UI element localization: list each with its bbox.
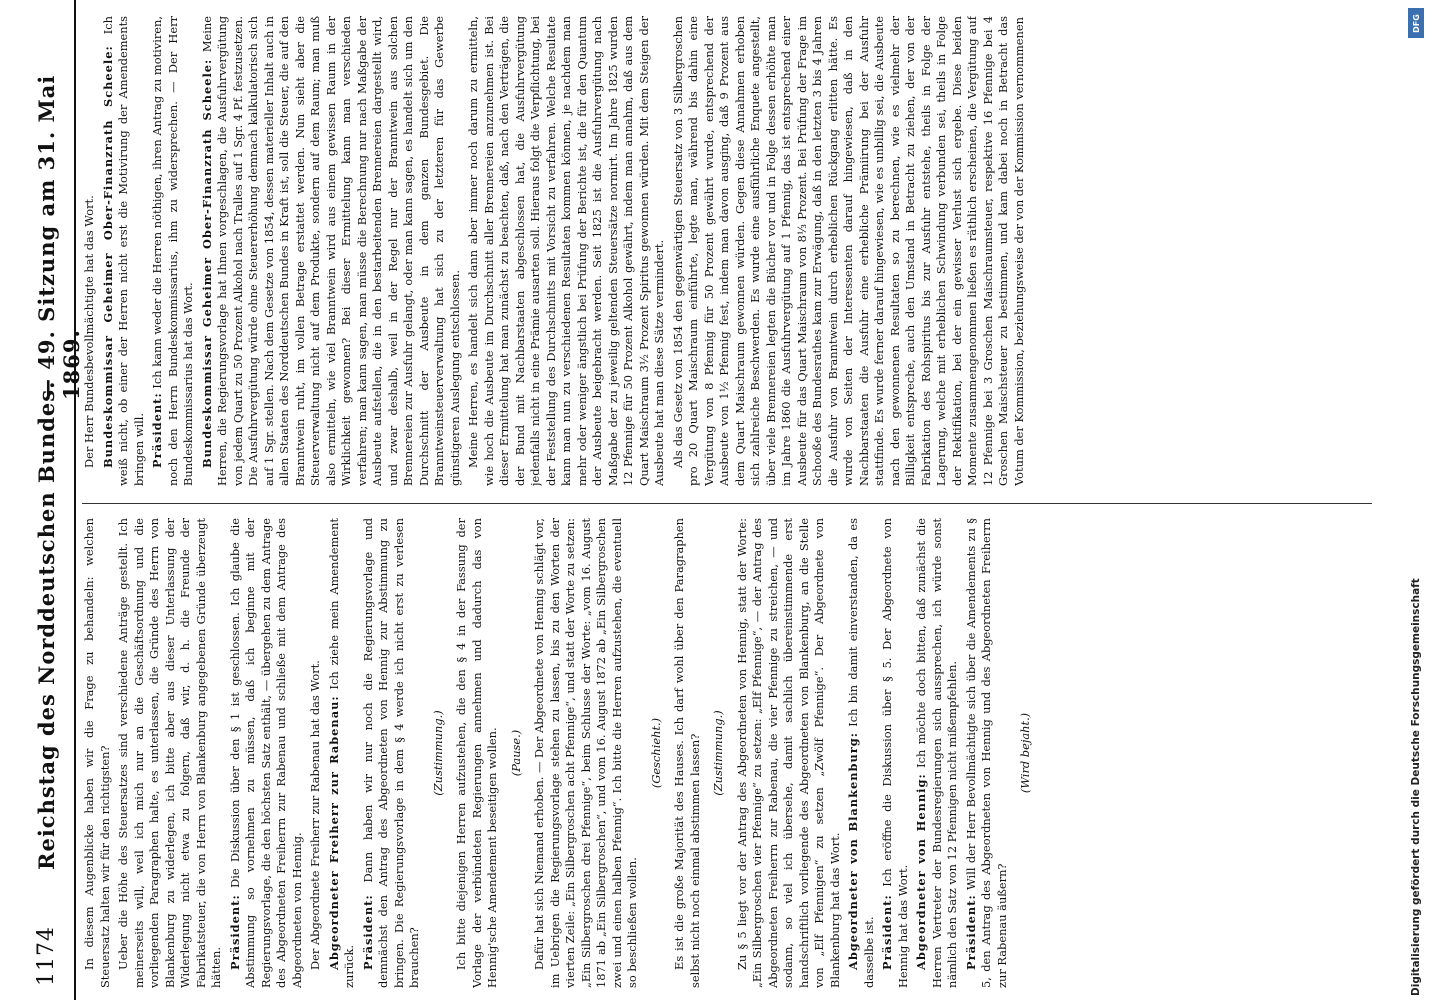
paragraph-text: Ich bin damit einverstanden, da es dasselbe ist. <box>846 518 876 988</box>
paragraph-text: Will der Herr Bevollmächtigte sich über die Amendements zu § 5, den Antrag des Abgeordneten von Hennig und des Abgeordneten Freiherrn zur Rabenau äußern? <box>963 518 1009 988</box>
paragraph-text: Die Diskussion über den § 1 ist geschlossen. Ich glaube die Abstimmung so vornehmen zu müssen, daß ich beginne mit der Regierungsvorlage, die den höchsten Satz enthält, — übergehen zu dem Antrage des Abgeordneten Freiherrn zur Rabenau und schließe mit dem Antrage des Abgeordneten von Hennig. <box>227 518 304 988</box>
paragraph-text: Ich kann weder die Herren nöthigen, ihren Antrag zu motiviren, noch den Herrn Bundeskommissarius, ihm zu widersprechen. — Der Herr Bundeskommissarius hat das Wort. <box>150 16 195 486</box>
speaker-name: Präsident: <box>360 894 375 970</box>
paragraph-text: Meine Herren, die Regierungsvorlage hat Ihnen vorgeschlagen, die Ausfuhrvergütung von jedem Quart zu 50 Prozent Alkohol nach Tralles auf 1 Sgr. 4 Pf. festzusetzen. Die Ausfuhrvergütung würde ohne Steuererhöhung demnach kalkulatorisch sich auf 1 Sgr. stellen. Nach dem Gesetze von 1854, dessen materieller Inhalt auch in allen Staaten des Norddeutschen Bundes in Kraft ist, soll die Steuer, die auf den Branntwein ruht, im vollen Betrage erstattet werden. Nun sieht aber die Steuerverwaltung nicht auf dem Produkte, sondern auf dem Raum; man muß also ermitteln, wie viel Branntwein wird aus einem gewissen Raum in der Wirklichkeit gewonnen? Bei dieser Ermittelung kann man verschieden verfahren; man kann sagen, man müsse die Berechnung nur nach Maßgabe der Ausbeute aufstellen, die in den bestarbeitenden Brennereien dargestellt wird, und zwar deshalb, weil in der Regel nur der Branntwein aus solchen Brennereien zur Ausfuhr gelangt, oder man kann sagen, es handelt sich um den Durchschnitt der Ausbeute in dem ganzen Bundesgebiet. Die Branntweinsteuerverwaltung hat sich zu der letzteren für das Gewerbe günstigeren Auslegung entschlossen. <box>199 16 462 486</box>
digitization-credit <box>1404 0 1430 1000</box>
paragraph <box>509 518 525 988</box>
paragraph <box>532 518 641 988</box>
paragraph <box>150 16 197 486</box>
speaker-name: Bundeskommissar Geheimer Ober-Finanzrath Scheele: <box>100 45 115 468</box>
paragraph <box>466 16 668 486</box>
paragraph <box>228 518 306 988</box>
header-title-left: Reichstag des Norddeutschen Bundes. <box>34 380 59 870</box>
speaker-name: Abgeordneter Freiherr zur Rabenau: <box>326 695 341 970</box>
paragraph <box>964 518 1011 988</box>
paragraph <box>82 518 113 988</box>
paragraph-text: Dann haben wir nur noch die Regierungsvorlage und demnächst den Antrag des Abgeordneten von Hennig zur Abstimmung zu bringen. Die Regierungsvorlage in dem § 4 werde ich nicht erst zu verlesen brauchen? <box>360 518 421 988</box>
header-title-right: — 49. Sitzung am 31. Mai 1869. <box>34 74 84 400</box>
paragraph <box>846 518 877 988</box>
paragraph <box>671 16 1028 486</box>
speaker-name: Präsident: <box>227 894 242 970</box>
paragraph <box>308 518 324 988</box>
paragraph <box>101 16 148 486</box>
paragraph-text: Ich weiß nicht, ob einer der Herren nicht erst die Motivirung der Amendements bringen will. <box>100 16 146 486</box>
paragraph <box>327 518 358 988</box>
speaker-name: Bundeskommissar Geheimer Ober-Finanzrath Scheele: <box>199 58 214 468</box>
paragraph-text: (Zustimmung.) <box>711 710 725 796</box>
dfg-logo: DFG <box>1408 8 1424 38</box>
paragraph <box>649 518 665 988</box>
paragraph-text: Ueber die Höhe des Steuersatzes sind verschiedene Anträge gestellt. Ich meinerseits will, weil ich mich nur an die Geschäftsordnung und die vorliegenden Paragraphen halte, es unterlassen, die Gründe des Herrn von Blankenburg zu widerlegen, ich bitte aber aus dieser Unterlassung der Widerlegung nicht etwa zu folgern, daß wir, d. h. die Freunde der Fabrikatsteuer, die von Herrn von Blankenburg angegebenen Gründe überzeugt hätten. <box>116 518 223 988</box>
paragraph-text: Es ist die große Majorität des Hauses. Ich darf wohl über den Paragraphen selbst nicht noch einmal abstimmen lassen? <box>672 518 702 988</box>
paragraph <box>200 16 464 486</box>
paragraph-text: Ich ziehe mein Amendement zurück. <box>326 518 356 988</box>
paragraph-text: Ich möchte doch bitten, daß zunächst die Herren Vertreter der Bundesregierungen sich aussprechen, ich würde sonst nämlich den Satz von 12 Pfennigen nicht mißempfehlen. <box>914 518 959 988</box>
speaker-name: Präsident: <box>880 894 894 970</box>
credit-text: Digitalisierung gefördert durch die Deutsche Forschungsgemeinschaft <box>1410 578 1422 996</box>
left-text-column <box>82 518 1382 988</box>
paragraph <box>672 518 703 988</box>
page-header <box>28 0 84 1000</box>
page-number: 1174 <box>34 926 59 986</box>
paragraph <box>914 518 961 988</box>
speaker-name: Abgeordneter von Blankenburg: <box>846 732 860 970</box>
paragraph-text: (Wird bejaht.) <box>1018 712 1032 794</box>
paragraph <box>880 518 911 988</box>
paragraph-text: Ich bitte diejenigen Herren aufzustehen, die den § 4 in der Fassung der Vorlage der verbündeten Regierungen annehmen und dadurch das von Hennig'sche Amendement beseitigen wollen. <box>454 518 499 988</box>
paragraph-text: In diesem Augenblicke haben wir die Frage zu behandeln: welchen Steuersatz halten wir für den richtigsten? <box>82 518 112 988</box>
speaker-name: Abgeordneter von Hennig: <box>914 773 928 970</box>
paragraph-text: Zu § 5 liegt vor der Antrag des Abgeordneten von Hennig, statt der Worte: „Ein Silbergroschen vier Pfennige“ zu setzen: „Elf Pfennige“, — der Antrag des Abgeordneten Freiherrn zur Rabenau, die vier Pfennige zu streichen, — und sodann, so viel ich übersehe, damit sachlich übereinstimmende erst handschriftlich vorliegende des Abgeordneten von Blankenburg, an die Stelle von „Elf Pfennigen“ zu setzen „Zwölf Pfennige“. Der Abgeordnete von Blankenburg hat das Wort. <box>734 518 842 988</box>
paragraph <box>454 518 501 988</box>
paragraph <box>431 518 447 988</box>
paragraph-text: Dafür hat sich Niemand erhoben. — Der Abgeordnete von Hennig schlägt vor, im Uebrigen die Regierungsvorlage stehen zu lassen, bis zu den Worten der vierten Zeile: „Ein Silbergroschen acht Pfennige“, und statt der Worte zu setzen: „Ein Silbergroschen drei Pfennige“, beim Schlusse der Worte: „vom 16. August 1871 ab „Ein Silbergroschen“, und vom 16. August 1872 ab „Ein Silbergroschen zwei und einen halben Pfennig“. Ich bitte die Herren aufzustehen, die eventuell so beschließen wollen. <box>532 518 639 988</box>
column-divider <box>82 503 1372 504</box>
speaker-name: Präsident: <box>963 894 978 970</box>
paragraph-text: Der Abgeordnete Freiherr zur Rabenau hat das Wort. <box>308 660 322 970</box>
speaker-name: Präsident: <box>150 392 164 468</box>
paragraph-text: Ich eröffne die Diskussion über § 5. Der Abgeordnete von Hennig hat das Wort. <box>880 518 910 988</box>
paragraph-text: (Zustimmung.) <box>430 710 445 796</box>
paragraph <box>361 518 423 988</box>
paragraph-text: (Geschieht.) <box>648 717 663 789</box>
right-text-column <box>82 16 1382 486</box>
paragraph <box>1018 518 1034 988</box>
paragraph <box>82 16 98 486</box>
paragraph-text: Als das Gesetz von 1854 den gegenwärtigen Steuersatz von 3 Silbergroschen pro 20 Quart Maischraum einführte, legte man, während bis dahin eine Vergütung von 8 Pfennig für 50 Prozent gewährt wurde, entsprechend der Ausbeute von 1½ Pfennig fest, indem man davon ausging, daß 9 Prozent aus dem Quart Maischraum gewonnen würden. Gegen diese Annahmen erhoben sich zahlreiche Beschwerden. Es wurde eine ausführliche Enquete angestellt, über viele Brennereien legten die Bücher vor und in Folge dessen erhöhte man im Jahre 1860 die Ausfuhrvergütung auf 1 Pfennig, das ist entsprechend einer Ausbeute für das Quart Maischraum von 8⅓ Prozent. Bei Prüfung der Frage im Schooße des Bundesrathes kam zur Erwägung, daß in den letzten 3 bis 4 Jahren die Ausfuhr von Branntwein durch erheblichen Rückgang erlitten hätte. Es wurde von Seiten der Interessenten darauf hingewiesen, daß in den Nachbarstaaten die Ausfuhr eine erhebliche Prämiirung bei der Ausfuhr stattfinde. Es wurde ferner darauf hingewiesen, wie es unbillig sei, die Ausbeute nach den gewonnenen Resultaten so zu berechnen, wie es vielmehr der Billigkeit entspreche, auch den Umstand in Betracht zu ziehen, der von der Fabrikation des Rohspiritus bis zur Ausfuhr entstehe, theils in Folge der Lagerung, welche mit erheblichen Schwindung verbunden sei, theils in Folge der Rektifikation, bei der ein gewisser Verlust sich ergebe. Diese beiden Momente zusammengenommen ließen es räthlich erscheinen, die Vergütung auf 12 Pfennige bei 3 Groschen Maischraumsteuer, respektive 16 Pfennige bei 4 Groschen Maischsteuer zu bestimmen, und kam dabei noch in Betracht das Votum der Kommission, beziehungsweise der von der Kommission vernommenen <box>670 16 1026 486</box>
paragraph-text: (Pause.) <box>508 729 523 777</box>
paragraph <box>735 518 844 988</box>
paragraph <box>116 518 225 988</box>
paragraph-text: Der Herr Bundesbevollmächtigte hat das Wort. <box>82 195 96 468</box>
paragraph <box>711 518 727 988</box>
paragraph-text: Meine Herren, es handelt sich dann aber immer noch darum zu ermitteln, wie hoch die Ausbeute im Durchschnitt aller Brennereien anzunehmen ist. Bei dieser Ermittelung hat man zunächst zu beachten, daß, nach den Verträgen, die der Bund mit Nachbarstaaten abgeschlossen hat, die Ausfuhrvergütung jedenfalls nicht in eine Prämie ausarten soll. Hieraus folgt die Verpflichtung, bei der Feststellung des Durchschnitts mit Vorsicht zu verfahren. Welche Resultate kann man nun zu verschiedenen Resultaten kommen können, je nachdem man mehr oder weniger ängstlich bei Prüfung der Berichte ist, die für den Quantum der Ausbeute beigebracht werden. Seit 1825 ist die Ausfuhrvergütung nach Maßgabe der zu jeweilig geltenden Steuersätze normirt. Im Jahre 1825 wurden 12 Pfennige für 50 Prozent Alkohol gewährt, indem man annahm, daß aus dem Quart Maischraum 3½ Prozent Spiritus gewonnen würden. Mit dem Steigen der Ausbeute hat man diese Sätze vermindert. <box>466 16 666 486</box>
